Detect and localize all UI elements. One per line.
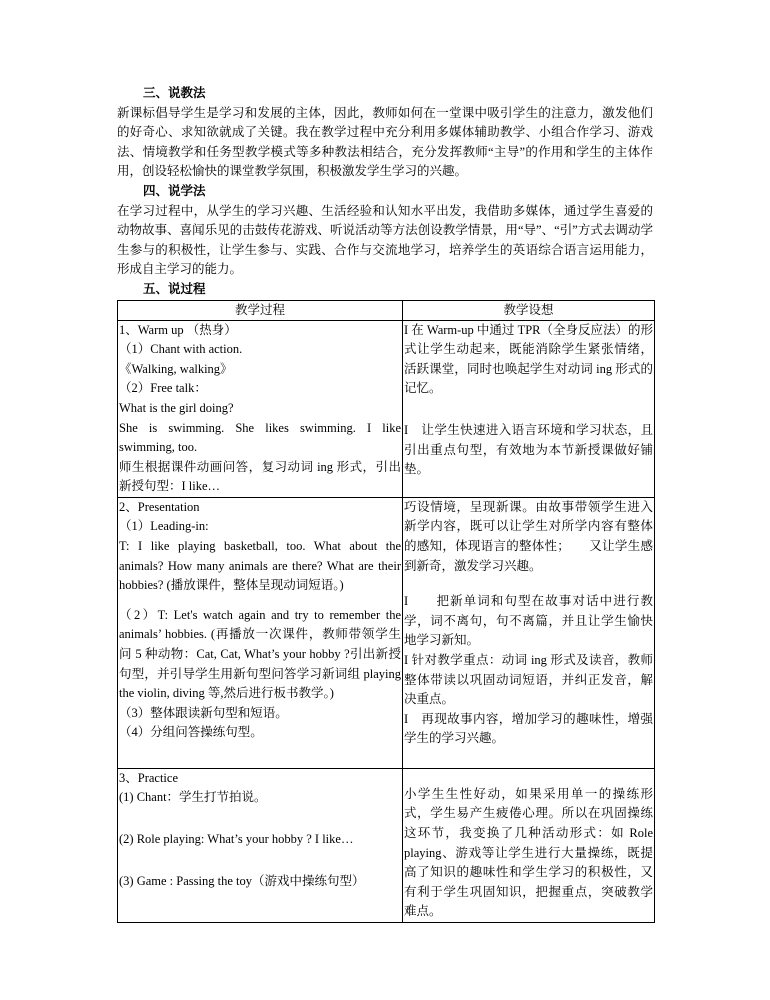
table-row-warmup — [118, 320, 655, 497]
presentation-design-2: I 把新单词和句型在故事对话中进行教学，词不离句，句不离篇，并且让学生愉快地学习新知。 — [404, 594, 653, 648]
presentation-title: 2、Presentation — [119, 499, 200, 514]
presentation-step-1: （1）Leading-in: — [119, 519, 209, 534]
practice-design-1: 小学生生性好动，如果采用单一的操练形式，学生易产生疲倦心理。所以在巩固操练这环节，我变换了几种活动形式：如 Role playing、游戏等让学生进行大量操练，既提高了知识的趣味性和学生学习的积极性，又有利于学生巩固知识，把握重点，突破教学难点。 — [404, 786, 666, 919]
practice-process-cell — [118, 768, 403, 922]
header-process: 教学过程 — [118, 300, 403, 320]
presentation-process-cell — [118, 497, 403, 768]
warmup-design-cell — [403, 320, 655, 497]
table-row-presentation — [118, 497, 655, 768]
practice-step-3: (3) Game : Passing the toy（游戏中操练句型） — [119, 873, 365, 888]
warmup-step-2: （2）Free talk： — [119, 381, 207, 396]
practice-step-1: (1) Chant：学生打节拍说。 — [119, 790, 267, 805]
section-3-body: 新课标倡导学生是学习和发展的主体，因此，教师如何在一堂课中吸引学生的注意力，激发他们的好奇心、求知欲就成了关键。我在教学过程中充分利用多媒体辅助教学、小组合作学习、游戏法、情境教学和任务型教学模式等多种教法相结合，充分发挥教师“主导”的作用和学生的主体作用，创设轻松愉快的课堂教学氛围，积极激发学生学习的兴趣。 — [117, 105, 653, 179]
presentation-step-2-text: （2）T: Let's watch again and try to remember the animals’ hobbies. (再播放一次课件，教师带领学生问 5 种动物：Cat, Cat, What’s your hobby ?引出新授句型，并引导学生用新句型问答学习新词组 playing the violin, diving 等,然后进行板书教学。) — [119, 607, 401, 701]
practice-step-2: (2) Role playing: What’s your hobby ? I like… — [119, 832, 354, 847]
header-design: 教学设想 — [403, 300, 655, 320]
presentation-step-3: （3）整体跟读新句型和短语。 — [119, 705, 288, 720]
warmup-answer: She is swimming. She likes swimming. I like swimming, too. — [119, 420, 401, 455]
presentation-design-1: 巧设情境，呈现新课。由故事带领学生进入新学内容，既可以让学生对所学内容有整体的感知，体现语言的整体性； 又让学生感到新奇，激发学习兴趣。 — [404, 499, 653, 573]
warmup-title: 1、Warm up （热身） — [119, 322, 237, 337]
section-4-title: 四、说学法 — [143, 183, 206, 198]
teaching-process-table — [117, 300, 666, 924]
table-row-practice — [118, 768, 655, 922]
warmup-design-1: I 在 Warm-up 中通过 TPR（全身反应法）的形式让学生动起来，既能消除学生紧张情绪，活跃课堂，同时也唤起学生对动词 ing 形式的记忆。 — [404, 322, 653, 396]
document-page — [117, 84, 666, 923]
warmup-design-2: I 让学生快速进入语言环境和学习状态，且引出重点句型，有效地为本节新授课做好铺垫。 — [404, 422, 653, 477]
section-4-body: 在学习过程中，从学生的学习兴趣、生活经验和认知水平出发，我借助多媒体，通过学生喜爱的动物故事、喜闻乐见的击鼓传花游戏、听说活动等方法创设教学情景，用“导”、“引”方式去调动学生参与的积极性，让学生参与、实践、合作与交流地学习，培养学生的英语综合语言运用能力，形成自主学习的能力。 — [117, 203, 653, 277]
warmup-question: What is the girl doing? — [119, 400, 234, 415]
section-3-title: 三、说教法 — [143, 86, 206, 100]
practice-title: 3、Practice — [119, 770, 179, 785]
presentation-design-cell — [403, 497, 655, 768]
table-header-row — [118, 300, 655, 320]
presentation-design-3: I 针对教学重点：动词 ing 形式及读音，教师整体带读以巩固动词短语，并纠正发音，解决重点。 — [404, 653, 653, 707]
section-5-title: 五、说过程 — [143, 281, 206, 296]
warmup-note: 师生根据课件动画问答，复习动词 ing 形式，引出新授句型：I like… — [119, 459, 401, 494]
presentation-step-1-text: T: I like playing basketball, too. What about the animals? How many animals are there? What are their hobbies? (播放课件，整体呈现动词短语。) — [119, 539, 401, 593]
warmup-chant-name: 《Walking, walking》 — [119, 361, 233, 376]
presentation-design-4: I 再现故事内容，增加学习的趣味性，增强学生的学习兴趣。 — [404, 711, 653, 746]
presentation-step-4: （4）分组问答操练句型。 — [119, 725, 263, 740]
warmup-process-cell — [118, 320, 403, 497]
practice-design-cell — [403, 768, 666, 922]
warmup-step-1: （1）Chant with action. — [119, 342, 243, 357]
